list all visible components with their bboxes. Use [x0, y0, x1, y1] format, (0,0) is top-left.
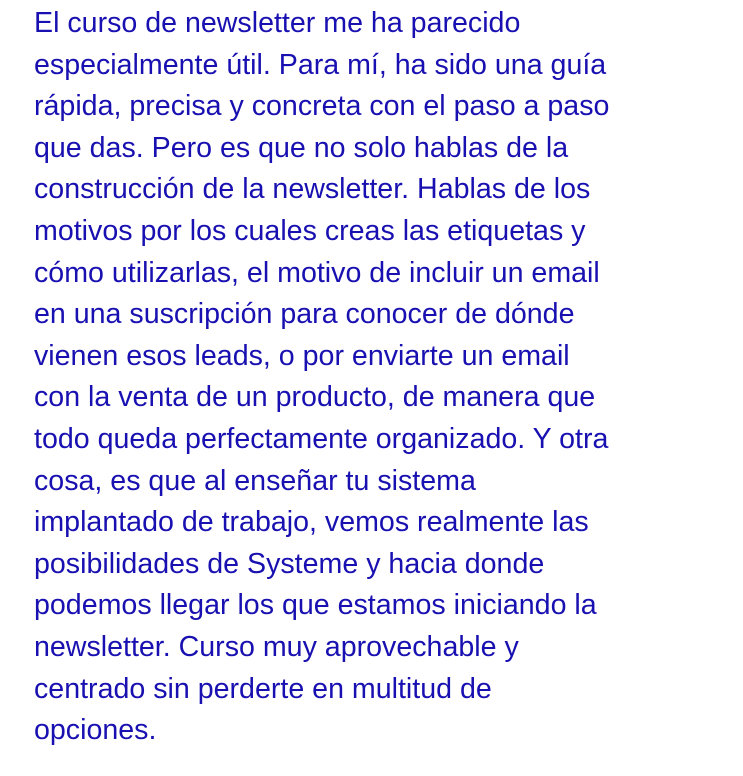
- text-line: opciones.: [34, 714, 157, 747]
- text-line: posibilidades de Systeme y hacia donde: [34, 547, 545, 580]
- text-line: El curso de newsletter me ha parecido: [34, 7, 521, 39]
- text-line: en una suscripción para conocer de dónde: [34, 298, 575, 331]
- text-line: especialmente útil. Para mí, ha sido una guía: [34, 48, 607, 81]
- text-line: cómo utilizarlas, el motivo de incluir un email: [34, 256, 600, 289]
- text-line: centrado sin perderte en multitud de: [34, 672, 492, 705]
- text-line: newsletter. Curso muy aprovechable y: [34, 630, 519, 663]
- text-line: que das. Pero es que no solo hablas de la: [34, 131, 569, 164]
- text-line: construcción de la newsletter. Hablas de los: [34, 173, 591, 206]
- text-line: implantado de trabajo, vemos realmente las: [34, 506, 589, 539]
- text-line: rápida, precisa y concreta con el paso a paso: [34, 90, 610, 123]
- text-line: cosa, es que al enseñar tu sistema: [34, 464, 476, 497]
- text-line: todo queda perfectamente organizado. Y otra: [34, 422, 609, 455]
- text-line: vienen esos leads, o por enviarte un email: [34, 339, 570, 372]
- text-line: podemos llegar los que estamos iniciando la: [34, 589, 597, 622]
- text-line: motivos por los cuales creas las etiquetas y: [34, 214, 586, 247]
- testimonial-text: [34, 3, 734, 752]
- text-line: con la venta de un producto, de manera que: [34, 381, 596, 414]
